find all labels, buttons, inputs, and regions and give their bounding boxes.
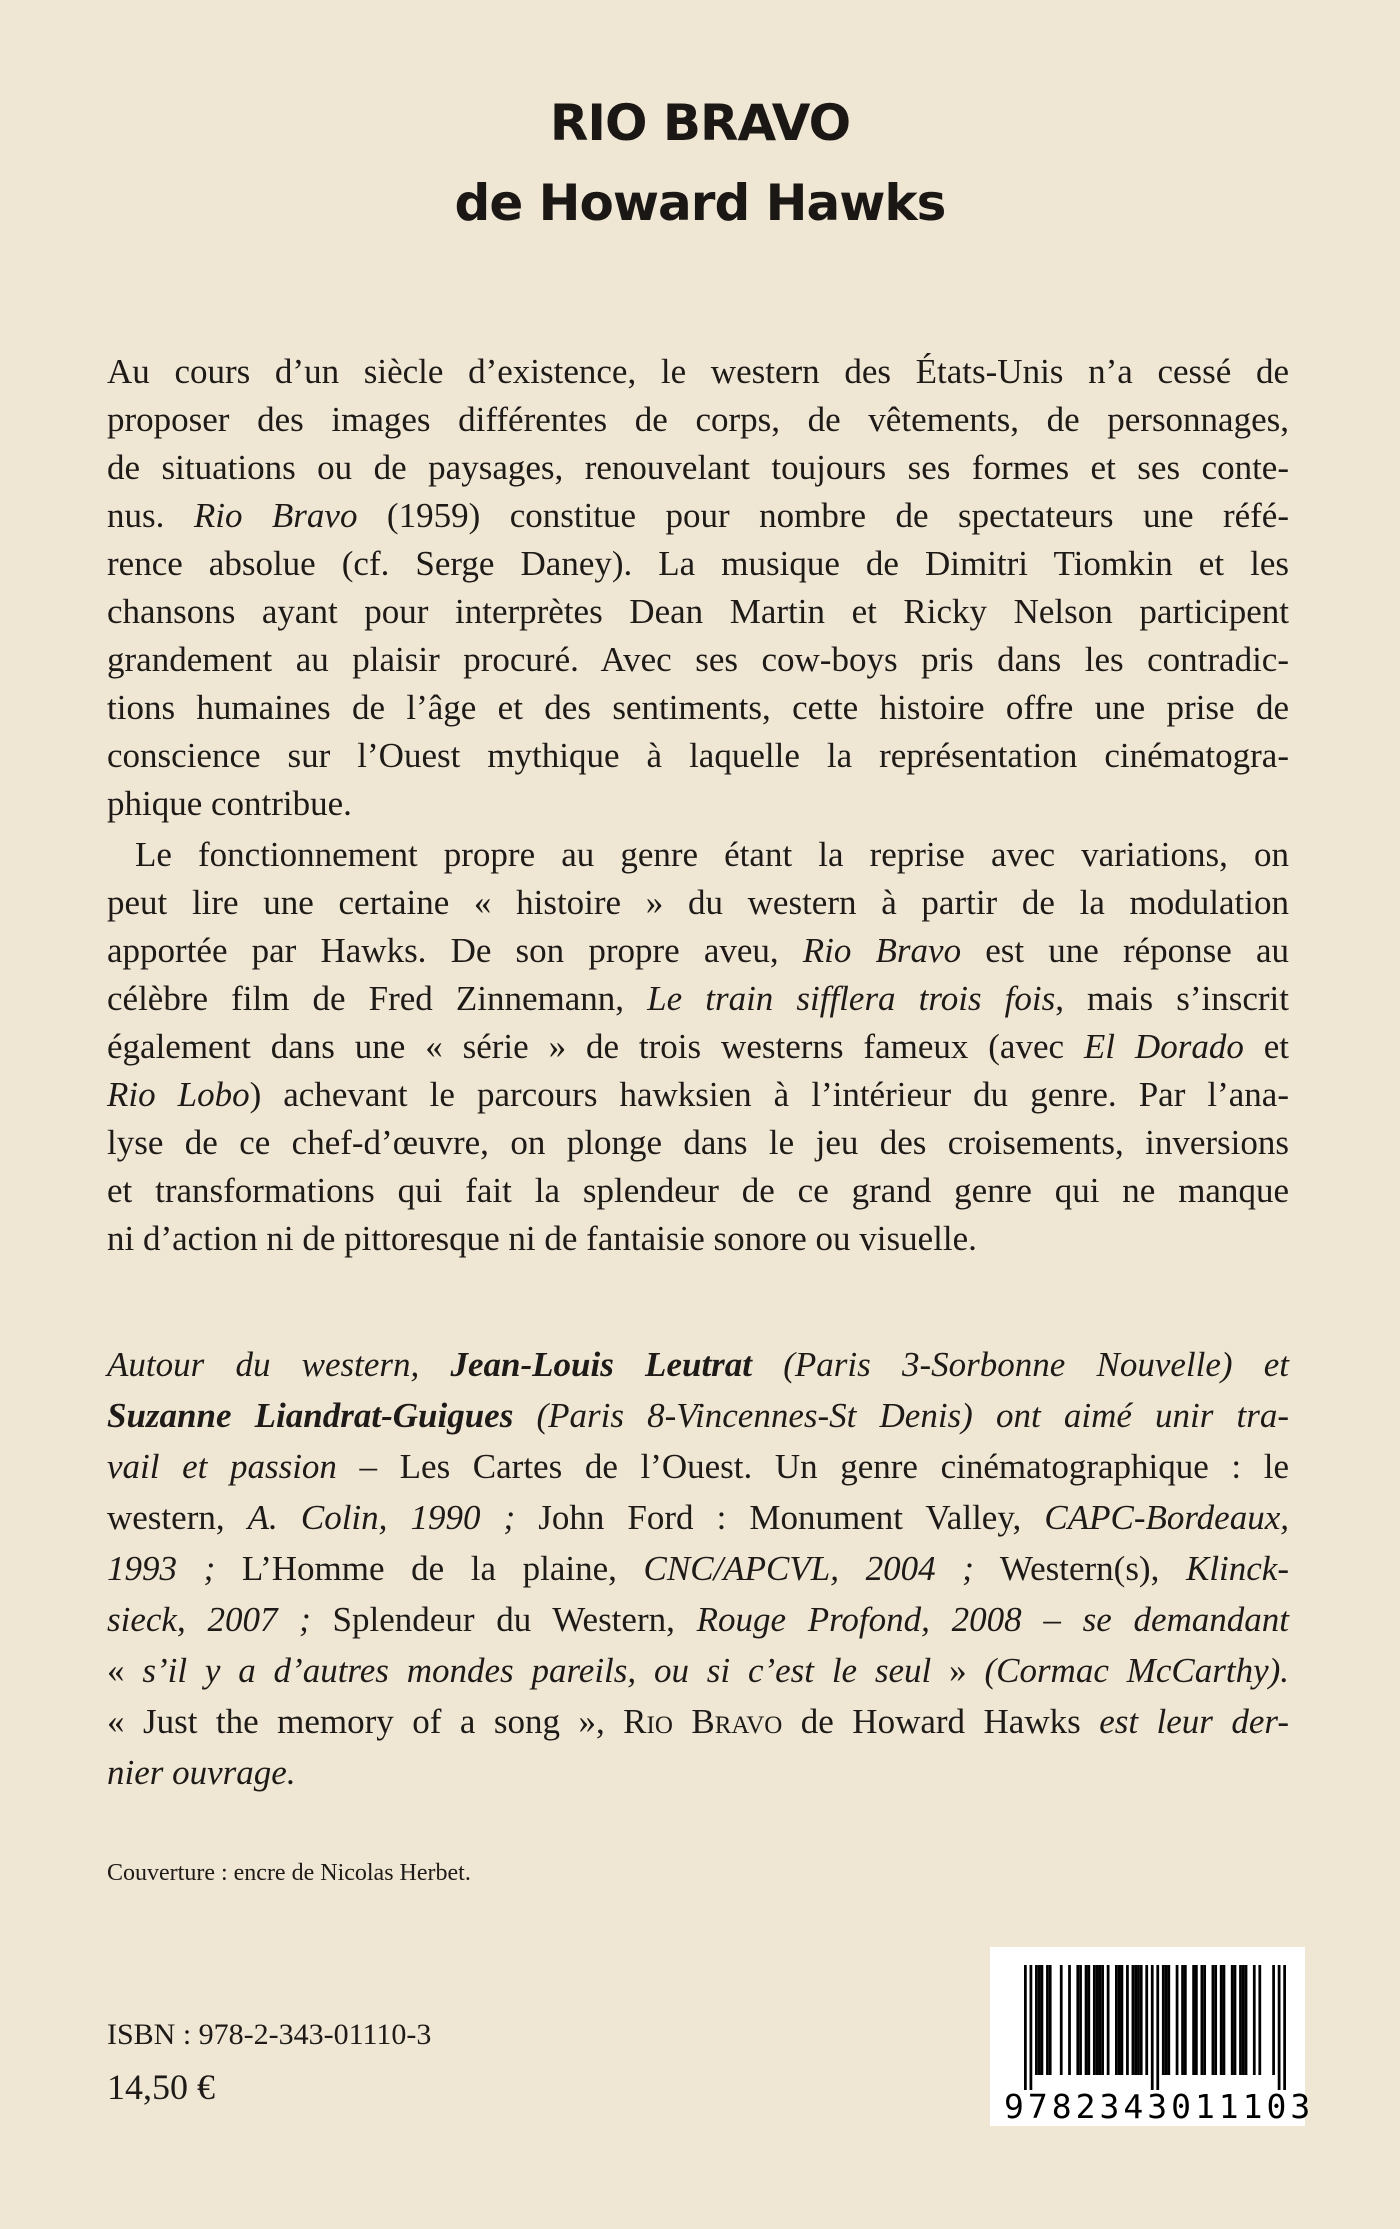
text-segment: chansons ayant pour interprètes Dean Martin et Ricky Nelson participent (107, 592, 1289, 631)
text-line (107, 1543, 1289, 1594)
barcode-bar (1272, 1965, 1275, 2075)
barcode-bar (1145, 1965, 1148, 2075)
text-line (107, 1215, 1289, 1263)
text-segment: (Paris 8-Vincennes-St Denis) ont aimé unir tra- (513, 1396, 1290, 1435)
barcode-bar (1201, 1965, 1204, 2075)
text-segment: tions humaines de l’âge et des sentiments, cette histoire offre une prise de (107, 688, 1289, 727)
text-segment: Rouge Profond, 2008 – se demandant (696, 1600, 1290, 1639)
barcode-bar (1060, 1965, 1063, 2075)
text-segment: conscience sur l’Ouest mythique à laquelle la représentation cinématogra- (107, 736, 1289, 775)
barcode-bar (1121, 1965, 1124, 2075)
text-segment: CNC/APCVL, 2004 ; (643, 1549, 974, 1588)
summary-paragraph-1 (107, 348, 1289, 828)
barcode-bar (1184, 1965, 1187, 2075)
barcode-bar (1068, 1965, 1071, 2075)
text-line (107, 927, 1289, 975)
text-line (107, 1071, 1289, 1119)
author-bio-paragraph (107, 1339, 1289, 1798)
text-segment: est leur der- (1099, 1702, 1289, 1741)
barcode-bar (1140, 1965, 1143, 2075)
barcode-bar (1203, 1965, 1206, 2075)
text-segment: , (176, 1600, 208, 1639)
text-segment: 1993 ; (107, 1549, 216, 1588)
text-segment: est une réponse au (961, 931, 1289, 970)
barcode-bar (1223, 1965, 1226, 2075)
text-segment: Rio Lobo (107, 1075, 250, 1114)
text-segment: peut lire une certaine « histoire » du western à partir de la modulation (107, 883, 1289, 922)
text-line (107, 540, 1289, 588)
text-segment: phique contribue. (107, 784, 352, 823)
text-segment: Klinck- (1185, 1549, 1289, 1588)
text-line (107, 879, 1289, 927)
barcode-bar (1167, 1965, 1170, 2075)
text-segment: (Paris 3-Sorbonne Nouvelle) et (752, 1345, 1289, 1384)
text-segment: Le train sifflera trois fois (647, 979, 1056, 1018)
text-segment: « (107, 1651, 143, 1690)
text-segment: et transformations qui fait la splendeur de ce grand genre qui ne manque (107, 1171, 1289, 1210)
text-segment: A. Colin, 1990 ; (247, 1498, 516, 1537)
text-segment: L’Homme de la plaine, (215, 1549, 644, 1588)
text-segment: grandement au plaisir procuré. Avec ses cow-boys pris dans les contradic- (107, 640, 1289, 679)
barcode-bar (1035, 1965, 1038, 2075)
text-segment: – Les Cartes de l’Ouest. Un genre cinématographique : le (336, 1447, 1289, 1486)
barcode-bar (1093, 1965, 1096, 2075)
barcode-bar (1098, 1965, 1101, 2075)
text-segment: Le fonctionnement propre au genre étant la reprise avec variations, on (135, 835, 1289, 874)
text-segment: Rio Bravo (802, 931, 962, 970)
text-segment: 2007 ; (207, 1600, 311, 1639)
text-segment: Au cours d’un siècle d’existence, le western des États-Unis n’a cessé de (107, 352, 1289, 391)
barcode-bar (1076, 1965, 1079, 2075)
text-line (107, 636, 1289, 684)
barcode-bar (1087, 1965, 1090, 2075)
text-line (107, 975, 1289, 1023)
text-segment: Splendeur du Western, (310, 1600, 697, 1639)
text-segment: de situations ou de paysages, renouvelant toujours ses formes et ses conte- (107, 448, 1289, 487)
text-line (107, 1390, 1289, 1441)
text-segment: nier ouvrage. (107, 1753, 296, 1792)
book-title: RIO BRAVO (549, 94, 851, 152)
text-segment: ni d’action ni de pittoresque ni de fantaisie sonore ou visuelle. (107, 1219, 977, 1258)
text-line (107, 588, 1289, 636)
text-segment: Rio Bravo (623, 1702, 783, 1741)
isbn: ISBN : 978-2-343-01110-3 (107, 2018, 432, 2051)
text-segment: également dans une « série » de trois westerns fameux (avec (107, 1027, 1084, 1066)
text-line (107, 1339, 1289, 1390)
text-segment: nus. (107, 496, 194, 535)
barcode-bar (1126, 1965, 1129, 2075)
text-segment: Jean-Louis Leutrat (450, 1345, 753, 1384)
text-segment: apportée par Hawks. De son propre aveu, (107, 931, 803, 970)
text-segment: (Cormac McCarthy). (984, 1651, 1290, 1690)
barcode-bar (1101, 1965, 1104, 2075)
barcode-bar (1156, 1965, 1159, 2090)
barcode-bar (1242, 1965, 1245, 2075)
barcode-bar (1220, 1965, 1223, 2075)
barcode-bar (1024, 1965, 1027, 2090)
text-line (107, 1119, 1289, 1167)
text-segment: s’il y a d’autres mondes pareils, ou si c’est le seul (142, 1651, 932, 1690)
text-line (107, 684, 1289, 732)
barcode-bar (1239, 1965, 1242, 2075)
text-line (107, 1023, 1289, 1071)
cover-credits: Couverture : encre de Nicolas Herbet. (107, 1860, 471, 1886)
barcode-bar (1085, 1965, 1088, 2075)
text-segment: (1959) constitue pour nombre de spectateurs une réfé- (357, 496, 1289, 535)
text-segment: proposer des images différentes de corps, de vêtements, de personnages, (107, 400, 1289, 439)
book-subtitle: de Howard Hawks (454, 174, 946, 232)
barcode-bar (1038, 1965, 1041, 2075)
barcode-bar (1192, 1965, 1195, 2075)
text-line (107, 1594, 1289, 1645)
text-segment: vail et passion (107, 1447, 337, 1486)
text-segment: Western(s), (973, 1549, 1186, 1588)
barcode-bars (1024, 1965, 1286, 2090)
text-segment: Rio Bravo (193, 496, 358, 535)
barcode-bar (1079, 1965, 1082, 2075)
text-line (107, 396, 1289, 444)
text-segment: rence absolue (cf. Serge Daney). La musique de Dimitri Tiomkin et les (107, 544, 1289, 583)
text-line (107, 348, 1289, 396)
text-segment: lyse de ce chef-d’œuvre, on plonge dans le jeu des croisements, inversions (107, 1123, 1289, 1162)
text-segment: de Howard Hawks (782, 1702, 1100, 1741)
barcode-bar (1258, 1965, 1261, 2075)
barcode (990, 1947, 1315, 2126)
barcode-bar (1134, 1965, 1137, 2075)
barcode-bar (1176, 1965, 1179, 2075)
text-segment: « Just the memory of a song », (107, 1702, 624, 1741)
barcode-bar (1107, 1965, 1110, 2075)
barcode-bar (1132, 1965, 1135, 2075)
barcode-bar (1115, 1965, 1118, 2075)
text-line (107, 1441, 1289, 1492)
text-segment: Suzanne Liandrat-Guigues (107, 1396, 514, 1435)
text-line (107, 1696, 1289, 1747)
text-line (107, 444, 1289, 492)
barcode-bar (1231, 1965, 1234, 2075)
text-segment: El Dorado (1083, 1027, 1244, 1066)
barcode-bar (1195, 1965, 1198, 2075)
barcode-bar (1234, 1965, 1237, 2075)
barcode-bar (1096, 1965, 1099, 2075)
text-segment: ) achevant le parcours hawksien à l’intérieur du genre. Par l’ana- (249, 1075, 1289, 1114)
text-segment: » (931, 1651, 985, 1690)
text-line (107, 732, 1289, 780)
barcode-bar (1049, 1965, 1052, 2075)
text-segment: western, (107, 1498, 248, 1537)
text-line (107, 831, 1289, 879)
barcode-bar (1041, 1965, 1044, 2075)
barcode-bar (1151, 1965, 1154, 2090)
barcode-bar (1165, 1965, 1168, 2075)
barcode-bar (1278, 1965, 1281, 2090)
barcode-bar (1030, 1965, 1033, 2090)
text-line (107, 1747, 1289, 1798)
barcode-bar (1181, 1965, 1184, 2075)
barcode-bar (1245, 1965, 1248, 2075)
text-line (107, 1645, 1289, 1696)
barcode-bar (1118, 1965, 1121, 2075)
summary-paragraph-2 (107, 831, 1289, 1263)
text-line (107, 492, 1289, 540)
text-segment: sieck (107, 1600, 177, 1639)
barcode-bar (1212, 1965, 1215, 2075)
barcode-digits: 9782343011103 (1004, 2087, 1315, 2126)
barcode-bar (1046, 1965, 1049, 2075)
barcode-bar (1253, 1965, 1256, 2075)
text-segment: CAPC-Bordeaux, (1044, 1498, 1289, 1537)
text-segment: , mais s’inscrit (1055, 979, 1289, 1018)
barcode-bar (1283, 1965, 1286, 2090)
barcode-bar (1214, 1965, 1217, 2075)
text-segment: Autour du western, (107, 1345, 451, 1384)
text-segment: John Ford : Monument Valley, (515, 1498, 1045, 1537)
text-line (107, 1167, 1289, 1215)
barcode-bar (1137, 1965, 1140, 2075)
text-segment: et (1243, 1027, 1289, 1066)
text-line (107, 1492, 1289, 1543)
price: 14,50 € (107, 2067, 215, 2107)
text-line (107, 780, 1289, 828)
barcode-bar (1162, 1965, 1165, 2075)
text-segment: célèbre film de Fred Zinnemann, (107, 979, 648, 1018)
